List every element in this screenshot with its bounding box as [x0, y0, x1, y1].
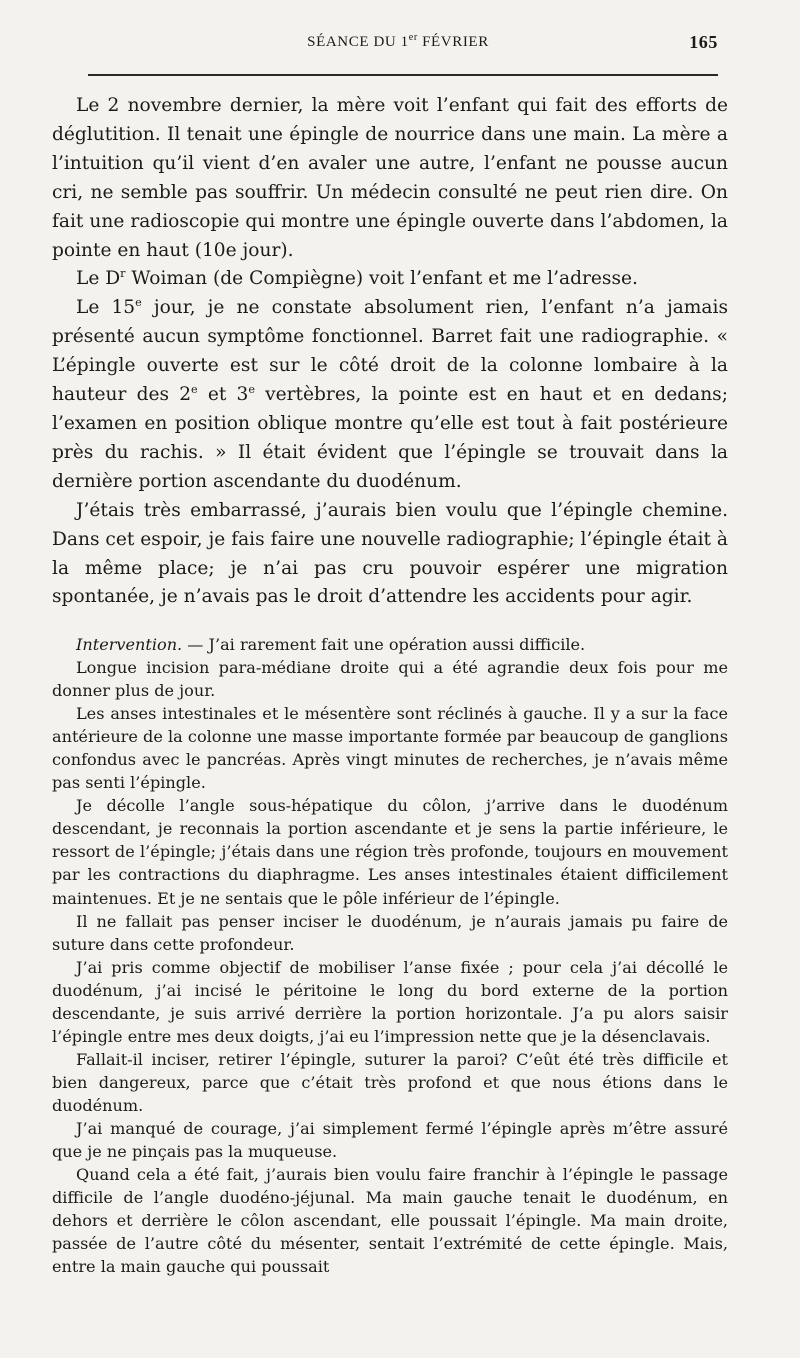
paragraph: Je décolle l’angle sous-hépatique du côlon, j’arrive dans le duodénum descendant, je reconnais la portion ascendante et je sens la partie inférieure, le ressort de l’épingle; j’étais dans une région très profonde, toujours en mouvement par les contractions du diaphragme. Les anses intestinales étaient difficilement maintenues. Et je ne sentais que le pôle inférieur de l’épingle.	[52, 796, 728, 908]
paragraph: Les anses intestinales et le mésentère sont réclinés à gauche. Il y a sur la face antérieure de la colonne une masse importante formée par beaucoup de ganglions confondus avec le pancréas. Après vingt minutes de recherches, je n’avais même pas senti l’épingle.	[52, 704, 728, 793]
paragraph: Le 15e jour, je ne constate absolument rien, l’enfant n’a jamais présenté aucun symptôme fonctionnel. Barret fait une radiographie. « L’épingle ouverte est sur le côté droit de la colonne lombaire à la hauteur des 2e et 3e vertèbres, la pointe est en haut et en dedans; l’examen en position oblique montre qu’elle est tout à fait postérieure près du rachis. » Il était évident que l’épingle se trouvait dans la dernière portion ascendante du duodénum.	[52, 296, 728, 492]
paragraph: Longue incision para-médiane droite qui a été agrandie deux fois pour me donner plus de jour.	[52, 658, 728, 701]
paragraph: J’ai manqué de courage, j’ai simplement fermé l’épingle après m’être assuré que je ne pinçais pas la muqueuse.	[52, 1118, 728, 1162]
paragraph: J’étais très embarrassé, j’aurais bien voulu que l’épingle chemine. Dans cet espoir, je fais faire une nouvelle radiographie; l’épingle était à la même place; je n’ai pas cru pouvoir espérer une migration spontanée, je n’avais pas le droit d’attendre les accidents pour agir.	[52, 499, 728, 608]
running-title-sup: er	[408, 32, 418, 43]
running-title	[78, 34, 718, 51]
intervention-text: — J’ai rarement fait une opération aussi difficile.	[182, 635, 586, 654]
paragraph: Quand cela a été fait, j’aurais bien voulu faire franchir à l’épingle le passage difficile de l’angle duodéno-jéjunal. Ma main gauche tenait le duodénum, en dehors et derrière le côlon ascendant, elle poussait l’épingle. Ma main droite, passée de l’autre côté du mésenter, sentait l’extrémité de cette épingle. Mais, entre la main gauche qui poussait	[52, 1165, 728, 1277]
paragraph: Le 2 novembre dernier, la mère voit l’enfant qui fait des efforts de déglutition. Il tenait une épingle de nourrice dans une main. La mère a l’intuition qu’il vient d’en avaler une autre, l’enfant ne pousse aucun cri, ne semble pas souffrir. Un médecin consulté ne peut rien dire. On fait une radioscopie qui montre une épingle ouverte dans l’abdomen, la pointe en haut (10e jour).	[52, 95, 728, 261]
page-number: 165	[689, 32, 718, 52]
paragraph: Le $D^r$ Woiman (de Compiègne) voit l’enfant et me l’adresse.	[76, 267, 638, 290]
running-head	[78, 34, 718, 56]
body-text-large	[52, 92, 728, 612]
running-title-text: SÉANCE DU 1	[307, 34, 409, 50]
paragraph: Fallait-il inciser, retirer l’épingle, suturer la paroi? C’eût été très difficile et bien dangereux, parce que c’était très profond et que nous étions dans le duodénum.	[52, 1049, 728, 1115]
intervention-paragraph	[52, 633, 728, 656]
running-title-text-end: FÉVRIER	[417, 34, 489, 50]
header-rule	[88, 74, 718, 76]
paragraph: J’ai pris comme objectif de mobiliser l’anse fixée ; pour cela j’ai décollé le duodénum, j’ai incisé le péritoine le long du bord externe de la portion descendante, je suis arrivé derrière la portion horizontale. J’a pu alors saisir l’épingle entre mes deux doigts, j’ai eu l’impression nette que je la désenclavais.	[52, 957, 728, 1046]
intervention-label: Intervention.	[76, 635, 183, 654]
body-text-small	[52, 633, 728, 1278]
paragraph: Il ne fallait pas penser inciser le duodénum, je n’aurais jamais pu faire de suture dans cette profondeur.	[52, 911, 728, 954]
